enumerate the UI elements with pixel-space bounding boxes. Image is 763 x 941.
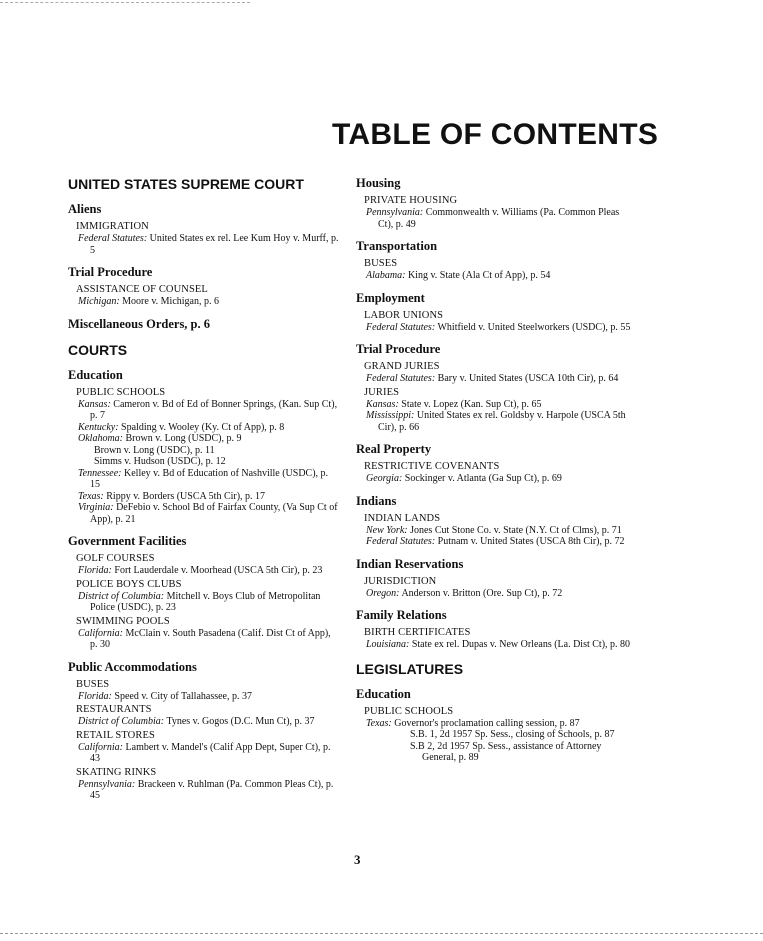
case-entry bbox=[68, 502, 340, 525]
topic-heading: Aliens bbox=[68, 202, 102, 216]
case-citation: State v. Lopez (Kan. Sup Ct), p. 65 bbox=[398, 398, 542, 410]
case-citation: King v. State (Ala Ct of App), p. 54 bbox=[405, 270, 551, 281]
case-entry bbox=[356, 399, 631, 411]
case-entry bbox=[356, 718, 631, 730]
case-entry-continued: Simms v. Hudson (USDC), p. 12 bbox=[94, 456, 226, 467]
subtopic-heading: RESTRICTIVE COVENANTS bbox=[364, 461, 500, 472]
jurisdiction-label: Texas: bbox=[366, 717, 392, 729]
subtopic-heading: IMMIGRATION bbox=[76, 221, 149, 232]
topic-heading: Public Accommodations bbox=[68, 659, 197, 674]
case-citation: Sockinger v. Atlanta (Ga Sup Ct), p. 69 bbox=[402, 473, 562, 484]
case-entry bbox=[356, 525, 631, 537]
case-entry bbox=[356, 270, 631, 282]
subtopic-heading: PRIVATE HOUSING bbox=[364, 195, 458, 206]
legislation-entry: S.B 2, 2d 1957 Sp. Sess., assistance of Attorney General, p. 89 bbox=[410, 740, 602, 763]
major-section-heading: COURTS bbox=[68, 341, 128, 358]
jurisdiction-label: Mississippi: bbox=[366, 410, 415, 421]
major-section-heading: LEGISLATURES bbox=[356, 660, 464, 677]
case-entry bbox=[68, 628, 340, 651]
case-citation: McClain v. South Pasadena (Calif. Dist Ct of App), p. 30 bbox=[90, 627, 331, 650]
topic-heading: Housing bbox=[356, 176, 401, 190]
case-entry bbox=[68, 468, 340, 491]
case-citation: Commonwealth v. Williams (Pa. Common Pleas Ct), p. 49 bbox=[378, 207, 620, 230]
jurisdiction-label: Georgia: bbox=[366, 473, 403, 484]
jurisdiction-label: Tennessee: bbox=[78, 467, 122, 479]
subtopic-heading: RESTAURANTS bbox=[76, 704, 152, 715]
jurisdiction-label: Federal Statutes: bbox=[366, 373, 436, 384]
topic-heading: Indian Reservations bbox=[356, 556, 464, 571]
subtopic-heading: ASSISTANCE OF COUNSEL bbox=[76, 284, 208, 295]
jurisdiction-label: District of Columbia: bbox=[78, 716, 165, 727]
jurisdiction-label: Louisiana: bbox=[366, 639, 410, 650]
subtopic-heading: SWIMMING POOLS bbox=[76, 615, 170, 627]
page-title: TABLE OF CONTENTS bbox=[332, 118, 659, 151]
legislation-entry: S.B. 1, 2d 1957 Sp. Sess., closing of Schools, p. 87 bbox=[410, 729, 615, 740]
topic-heading: Trial Procedure bbox=[356, 342, 441, 356]
case-citation: State ex rel. Dupas v. New Orleans (La. Dist Ct), p. 80 bbox=[409, 639, 631, 650]
subtopic-heading: PUBLIC SCHOOLS bbox=[364, 705, 454, 717]
case-entry-continued: Brown v. Long (USDC), p. 11 bbox=[94, 444, 215, 456]
case-citation: Governor's proclamation calling session, p. 87 bbox=[391, 717, 580, 729]
topic-heading: Family Relations bbox=[356, 608, 447, 622]
case-entry bbox=[356, 373, 631, 385]
bottom-dashed-rule bbox=[0, 933, 763, 934]
case-citation: Fort Lauderdale v. Moorhead (USCA 5th Cir), p. 23 bbox=[111, 565, 323, 576]
subtopic-heading: BUSES bbox=[76, 678, 110, 690]
topic-heading: Trial Procedure bbox=[68, 265, 153, 279]
case-entry bbox=[68, 233, 340, 256]
case-entry bbox=[356, 536, 631, 548]
topic-heading: Government Facilities bbox=[68, 534, 187, 548]
jurisdiction-label: Texas: bbox=[78, 490, 104, 502]
jurisdiction-label: Federal Statutes: bbox=[366, 536, 436, 547]
case-entry bbox=[68, 296, 340, 308]
case-citation: Anderson v. Britton (Ore. Sup Ct), p. 72 bbox=[399, 587, 563, 599]
case-citation: DeFebio v. School Bd of Fairfax County, (Va Sup Ct of App), p. 21 bbox=[90, 502, 338, 525]
jurisdiction-label: District of Columbia: bbox=[78, 590, 165, 602]
top-dashed-rule bbox=[0, 2, 250, 3]
jurisdiction-label: Kansas: bbox=[78, 398, 111, 410]
right-column bbox=[356, 176, 631, 764]
jurisdiction-label: Federal Statutes: bbox=[78, 233, 148, 244]
subtopic-heading: RETAIL STORES bbox=[76, 729, 155, 741]
case-citation: Kelley v. Bd of Education of Nashville (USDC), p. 15 bbox=[90, 467, 329, 490]
jurisdiction-label: Pennsylvania: bbox=[78, 778, 136, 790]
case-citation: Jones Cut Stone Co. v. State (N.Y. Ct of Clms), p. 71 bbox=[407, 524, 622, 536]
case-entry bbox=[68, 716, 340, 728]
topic-heading: Indians bbox=[356, 493, 397, 508]
jurisdiction-label: New York: bbox=[366, 524, 408, 536]
case-entry bbox=[68, 742, 340, 765]
case-entry bbox=[356, 207, 631, 230]
case-entry bbox=[68, 422, 340, 434]
case-entry bbox=[68, 779, 340, 802]
case-citation: United States ex rel. Lee Kum Hoy v. Murff, p. 5 bbox=[90, 233, 339, 256]
case-entry bbox=[68, 491, 340, 503]
case-entry bbox=[356, 322, 631, 334]
case-entry bbox=[68, 565, 340, 577]
case-entry bbox=[356, 473, 631, 485]
topic-heading: Miscellaneous Orders, p. 6 bbox=[68, 316, 211, 331]
jurisdiction-label: Florida: bbox=[78, 690, 112, 702]
major-section-heading: UNITED STATES SUPREME COURT bbox=[68, 176, 304, 192]
subtopic-heading: POLICE BOYS CLUBS bbox=[76, 578, 182, 590]
subtopic-heading: INDIAN LANDS bbox=[364, 512, 441, 524]
case-citation: Bary v. United States (USCA 10th Cir), p. 64 bbox=[435, 373, 619, 384]
case-entry bbox=[68, 591, 340, 614]
case-citation: Spalding v. Wooley (Ky. Ct of App), p. 8 bbox=[118, 421, 285, 433]
case-entry bbox=[68, 399, 340, 422]
subtopic-heading: JURISDICTION bbox=[364, 575, 437, 587]
case-citation: Whitfield v. United Steelworkers (USDC), p. 55 bbox=[435, 321, 631, 333]
subtopic-heading: PUBLIC SCHOOLS bbox=[76, 386, 166, 398]
jurisdiction-label: Florida: bbox=[78, 565, 112, 576]
case-citation: Mitchell v. Boys Club of Metropolitan Police (USDC), p. 23 bbox=[90, 590, 321, 613]
case-citation: Putnam v. United States (USCA 8th Cir), p. 72 bbox=[435, 536, 625, 547]
jurisdiction-label: California: bbox=[78, 741, 124, 753]
case-citation: Cameron v. Bd of Ed of Bonner Springs, (Kan. Sup Ct), p. 7 bbox=[90, 398, 338, 421]
subtopic-heading: SKATING RINKS bbox=[76, 766, 157, 778]
case-citation: Rippy v. Borders (USCA 5th Cir), p. 17 bbox=[103, 490, 266, 502]
left-column bbox=[68, 176, 340, 802]
case-citation: United States ex rel. Goldsby v. Harpole (USCA 5th Cir), p. 66 bbox=[378, 410, 626, 433]
jurisdiction-label: Oklahoma: bbox=[78, 433, 123, 444]
topic-heading: Education bbox=[356, 686, 411, 701]
case-entry bbox=[356, 588, 631, 600]
topic-heading: Real Property bbox=[356, 442, 432, 456]
case-citation: Moore v. Michigan, p. 6 bbox=[119, 296, 219, 307]
jurisdiction-label: Alabama: bbox=[366, 270, 406, 281]
topic-heading: Education bbox=[68, 367, 123, 382]
case-entry bbox=[68, 691, 340, 703]
case-citation: Brown v. Long (USDC), p. 9 bbox=[123, 433, 242, 444]
jurisdiction-label: Kentucky: bbox=[78, 421, 119, 433]
subtopic-heading: BIRTH CERTIFICATES bbox=[364, 627, 471, 638]
jurisdiction-label: Federal Statutes: bbox=[366, 321, 436, 333]
case-entry bbox=[356, 410, 631, 433]
subtopic-heading: BUSES bbox=[364, 258, 398, 269]
case-citation: Speed v. City of Tallahassee, p. 37 bbox=[111, 690, 252, 702]
subtopic-heading: GOLF COURSES bbox=[76, 553, 155, 564]
jurisdiction-label: California: bbox=[78, 627, 124, 639]
page-number: 3 bbox=[354, 852, 361, 867]
subtopic-heading: LABOR UNIONS bbox=[364, 309, 444, 321]
subtopic-heading: JURIES bbox=[364, 386, 400, 398]
jurisdiction-label: Virginia: bbox=[78, 502, 114, 513]
case-entry bbox=[356, 639, 631, 651]
topic-heading: Employment bbox=[356, 290, 425, 305]
case-citation: Brackeen v. Ruhlman (Pa. Common Pleas Ct), p. 45 bbox=[90, 778, 334, 801]
jurisdiction-label: Kansas: bbox=[366, 398, 399, 410]
case-entry bbox=[68, 433, 340, 445]
jurisdiction-label: Pennsylvania: bbox=[366, 207, 424, 218]
case-citation: Lambert v. Mandel's (Calif App Dept, Super Ct), p. 43 bbox=[90, 741, 331, 764]
subtopic-heading: GRAND JURIES bbox=[364, 361, 440, 372]
case-citation: Tynes v. Gogos (D.C. Mun Ct), p. 37 bbox=[164, 716, 315, 727]
topic-heading: Transportation bbox=[356, 239, 438, 253]
jurisdiction-label: Michigan: bbox=[78, 296, 120, 307]
jurisdiction-label: Oregon: bbox=[366, 587, 400, 599]
